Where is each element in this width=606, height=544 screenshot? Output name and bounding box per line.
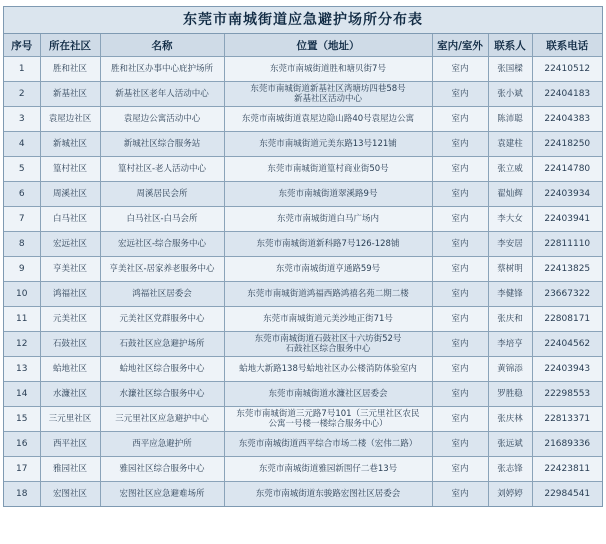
- address-cell: 东莞市南城街道袁屋边隐山路40号袁屋边公寓: [224, 107, 432, 132]
- contact-person-cell: 陈沛聪: [488, 107, 532, 132]
- community-cell: 白马社区: [40, 207, 100, 232]
- phone-cell: 22811110: [532, 232, 602, 257]
- row-number: 18: [4, 482, 40, 507]
- shelter-name-cell: 鸿福社区居委会: [100, 282, 224, 307]
- row-number: 9: [4, 257, 40, 282]
- table-row: [4, 382, 602, 407]
- header-indoor-outdoor: 室内/室外: [432, 34, 488, 57]
- shelter-name-cell: 元美社区党群服务中心: [100, 307, 224, 332]
- phone-cell: 22403941: [532, 207, 602, 232]
- table-title: 东莞市南城街道应急避护场所分布表: [4, 7, 602, 34]
- address-cell: 东莞市南城街道胜和塘贝街7号: [224, 57, 432, 82]
- header-address: 位置（地址）: [224, 34, 432, 57]
- contact-person-cell: 张小斌: [488, 82, 532, 107]
- phone-cell: 22403943: [532, 357, 602, 382]
- community-cell: 周溪社区: [40, 182, 100, 207]
- community-cell: 西平社区: [40, 432, 100, 457]
- phone-cell: 22813371: [532, 407, 602, 432]
- phone-cell: 22298553: [532, 382, 602, 407]
- indoor-outdoor-cell: 室内: [432, 57, 488, 82]
- table-row: [4, 482, 602, 507]
- contact-person-cell: 张志锋: [488, 457, 532, 482]
- contact-person-cell: 翟灿辉: [488, 182, 532, 207]
- address-cell: 东莞市南城街道元美沙地正街71号: [224, 307, 432, 332]
- phone-cell: 22414780: [532, 157, 602, 182]
- row-number: 3: [4, 107, 40, 132]
- phone-cell: 22403934: [532, 182, 602, 207]
- table-row: [4, 257, 602, 282]
- indoor-outdoor-cell: 室内: [432, 107, 488, 132]
- shelter-name-cell: 水濂社区综合服务中心: [100, 382, 224, 407]
- header-phone: 联系电话: [532, 34, 602, 57]
- phone-cell: 22404183: [532, 82, 602, 107]
- contact-person-cell: 袁建柱: [488, 132, 532, 157]
- community-cell: 新城社区: [40, 132, 100, 157]
- row-number: 17: [4, 457, 40, 482]
- indoor-outdoor-cell: 室内: [432, 132, 488, 157]
- address-cell: 东莞市南城街道新基社区湾塘坊四巷58号 新基社区活动中心: [224, 82, 432, 107]
- phone-cell: 22418250: [532, 132, 602, 157]
- shelter-table-container: [3, 6, 603, 507]
- address-cell: 东莞市南城街道新科路7号126-128铺: [224, 232, 432, 257]
- community-cell: 篁村社区: [40, 157, 100, 182]
- community-cell: 鸿福社区: [40, 282, 100, 307]
- indoor-outdoor-cell: 室内: [432, 207, 488, 232]
- table-row: [4, 407, 602, 432]
- contact-person-cell: 蔡树明: [488, 257, 532, 282]
- table-row: [4, 307, 602, 332]
- community-cell: 亨美社区: [40, 257, 100, 282]
- phone-cell: 22404383: [532, 107, 602, 132]
- shelter-name-cell: 新城社区综合服务站: [100, 132, 224, 157]
- shelter-name-cell: 蛤地社区综合服务中心: [100, 357, 224, 382]
- table-row: [4, 107, 602, 132]
- indoor-outdoor-cell: 室内: [432, 182, 488, 207]
- indoor-outdoor-cell: 室内: [432, 257, 488, 282]
- row-number: 15: [4, 407, 40, 432]
- contact-person-cell: 黄锦添: [488, 357, 532, 382]
- shelter-name-cell: 袁屋边公寓活动中心: [100, 107, 224, 132]
- header-row: [4, 34, 602, 57]
- table-row: [4, 157, 602, 182]
- header-contact: 联系人: [488, 34, 532, 57]
- community-cell: 袁屋边社区: [40, 107, 100, 132]
- shelter-name-cell: 宏远社区-综合服务中心: [100, 232, 224, 257]
- table-row: [4, 132, 602, 157]
- community-cell: 宏图社区: [40, 482, 100, 507]
- indoor-outdoor-cell: 室内: [432, 432, 488, 457]
- row-number: 7: [4, 207, 40, 232]
- phone-cell: 22423811: [532, 457, 602, 482]
- community-cell: 雅园社区: [40, 457, 100, 482]
- contact-person-cell: 李健锋: [488, 282, 532, 307]
- table-row: [4, 282, 602, 307]
- indoor-outdoor-cell: 室内: [432, 457, 488, 482]
- indoor-outdoor-cell: 室内: [432, 482, 488, 507]
- contact-person-cell: 张远斌: [488, 432, 532, 457]
- phone-cell: 22808171: [532, 307, 602, 332]
- contact-person-cell: 张立威: [488, 157, 532, 182]
- address-cell: 东莞市南城街道翠溪路9号: [224, 182, 432, 207]
- shelter-name-cell: 周溪居民会所: [100, 182, 224, 207]
- contact-person-cell: 罗胜稳: [488, 382, 532, 407]
- table-row: [4, 57, 602, 82]
- community-cell: 胜和社区: [40, 57, 100, 82]
- table-body: [4, 57, 602, 507]
- shelter-name-cell: 石鼓社区应急避护场所: [100, 332, 224, 357]
- table-row: [4, 357, 602, 382]
- contact-person-cell: 张庆林: [488, 407, 532, 432]
- row-number: 10: [4, 282, 40, 307]
- phone-cell: 22984541: [532, 482, 602, 507]
- shelter-name-cell: 三元里社区应急避护中心: [100, 407, 224, 432]
- shelter-name-cell: 新基社区老年人活动中心: [100, 82, 224, 107]
- phone-cell: 22410512: [532, 57, 602, 82]
- indoor-outdoor-cell: 室内: [432, 332, 488, 357]
- row-number: 16: [4, 432, 40, 457]
- contact-person-cell: 张庆和: [488, 307, 532, 332]
- community-cell: 蛤地社区: [40, 357, 100, 382]
- address-cell: 东莞市南城街道白马广场内: [224, 207, 432, 232]
- table-row: [4, 207, 602, 232]
- shelter-name-cell: 宏图社区应急避难场所: [100, 482, 224, 507]
- shelter-name-cell: 雅园社区综合服务中心: [100, 457, 224, 482]
- row-number: 1: [4, 57, 40, 82]
- indoor-outdoor-cell: 室内: [432, 307, 488, 332]
- contact-person-cell: 李安居: [488, 232, 532, 257]
- community-cell: 三元里社区: [40, 407, 100, 432]
- indoor-outdoor-cell: 室内: [432, 232, 488, 257]
- address-cell: 东莞市南城街道水濂社区居委会: [224, 382, 432, 407]
- row-number: 13: [4, 357, 40, 382]
- row-number: 4: [4, 132, 40, 157]
- contact-person-cell: 李培亨: [488, 332, 532, 357]
- table-row: [4, 457, 602, 482]
- table-row: [4, 332, 602, 357]
- community-cell: 水濂社区: [40, 382, 100, 407]
- header-community: 所在社区: [40, 34, 100, 57]
- indoor-outdoor-cell: 室内: [432, 407, 488, 432]
- row-number: 6: [4, 182, 40, 207]
- phone-cell: 22413825: [532, 257, 602, 282]
- table-row: [4, 232, 602, 257]
- community-cell: 宏远社区: [40, 232, 100, 257]
- contact-person-cell: 刘婷婷: [488, 482, 532, 507]
- phone-cell: 23667322: [532, 282, 602, 307]
- address-cell: 东莞市南城街道石鼓社区十六坊街52号 石鼓社区综合服务中心: [224, 332, 432, 357]
- address-cell: 东莞市南城街道亨通路59号: [224, 257, 432, 282]
- contact-person-cell: 李大女: [488, 207, 532, 232]
- address-cell: 东莞市南城街道东骏路宏图社区居委会: [224, 482, 432, 507]
- table-row: [4, 82, 602, 107]
- row-number: 14: [4, 382, 40, 407]
- indoor-outdoor-cell: 室内: [432, 82, 488, 107]
- indoor-outdoor-cell: 室内: [432, 357, 488, 382]
- shelter-table: [4, 34, 602, 506]
- row-number: 11: [4, 307, 40, 332]
- shelter-name-cell: 白马社区-白马会所: [100, 207, 224, 232]
- shelter-name-cell: 西平应急避护所: [100, 432, 224, 457]
- shelter-name-cell: 亨美社区-居家养老服务中心: [100, 257, 224, 282]
- row-number: 2: [4, 82, 40, 107]
- address-cell: 东莞市南城街道三元路7号101（三元里社区农民 公寓一号楼一楼综合服务中心）: [224, 407, 432, 432]
- address-cell: 蛤地大新路138号蛤地社区办公楼消防体验室内: [224, 357, 432, 382]
- header-no: 序号: [4, 34, 40, 57]
- row-number: 5: [4, 157, 40, 182]
- phone-cell: 21689336: [532, 432, 602, 457]
- address-cell: 东莞市南城街道鸿福西路鸿禧名苑二期二楼: [224, 282, 432, 307]
- contact-person-cell: 张国樑: [488, 57, 532, 82]
- community-cell: 元美社区: [40, 307, 100, 332]
- row-number: 12: [4, 332, 40, 357]
- address-cell: 东莞市南城街道西平综合市场二楼（宏伟二路）: [224, 432, 432, 457]
- table-row: [4, 432, 602, 457]
- indoor-outdoor-cell: 室内: [432, 157, 488, 182]
- row-number: 8: [4, 232, 40, 257]
- phone-cell: 22404562: [532, 332, 602, 357]
- community-cell: 石鼓社区: [40, 332, 100, 357]
- header-name: 名称: [100, 34, 224, 57]
- indoor-outdoor-cell: 室内: [432, 282, 488, 307]
- address-cell: 东莞市南城街道篁村商业街50号: [224, 157, 432, 182]
- address-cell: 东莞市南城街道雅园新围仔二巷13号: [224, 457, 432, 482]
- shelter-name-cell: 篁村社区-老人活动中心: [100, 157, 224, 182]
- address-cell: 东莞市南城街道元美东路13号121铺: [224, 132, 432, 157]
- indoor-outdoor-cell: 室内: [432, 382, 488, 407]
- shelter-name-cell: 胜和社区办事中心庇护场所: [100, 57, 224, 82]
- community-cell: 新基社区: [40, 82, 100, 107]
- table-row: [4, 182, 602, 207]
